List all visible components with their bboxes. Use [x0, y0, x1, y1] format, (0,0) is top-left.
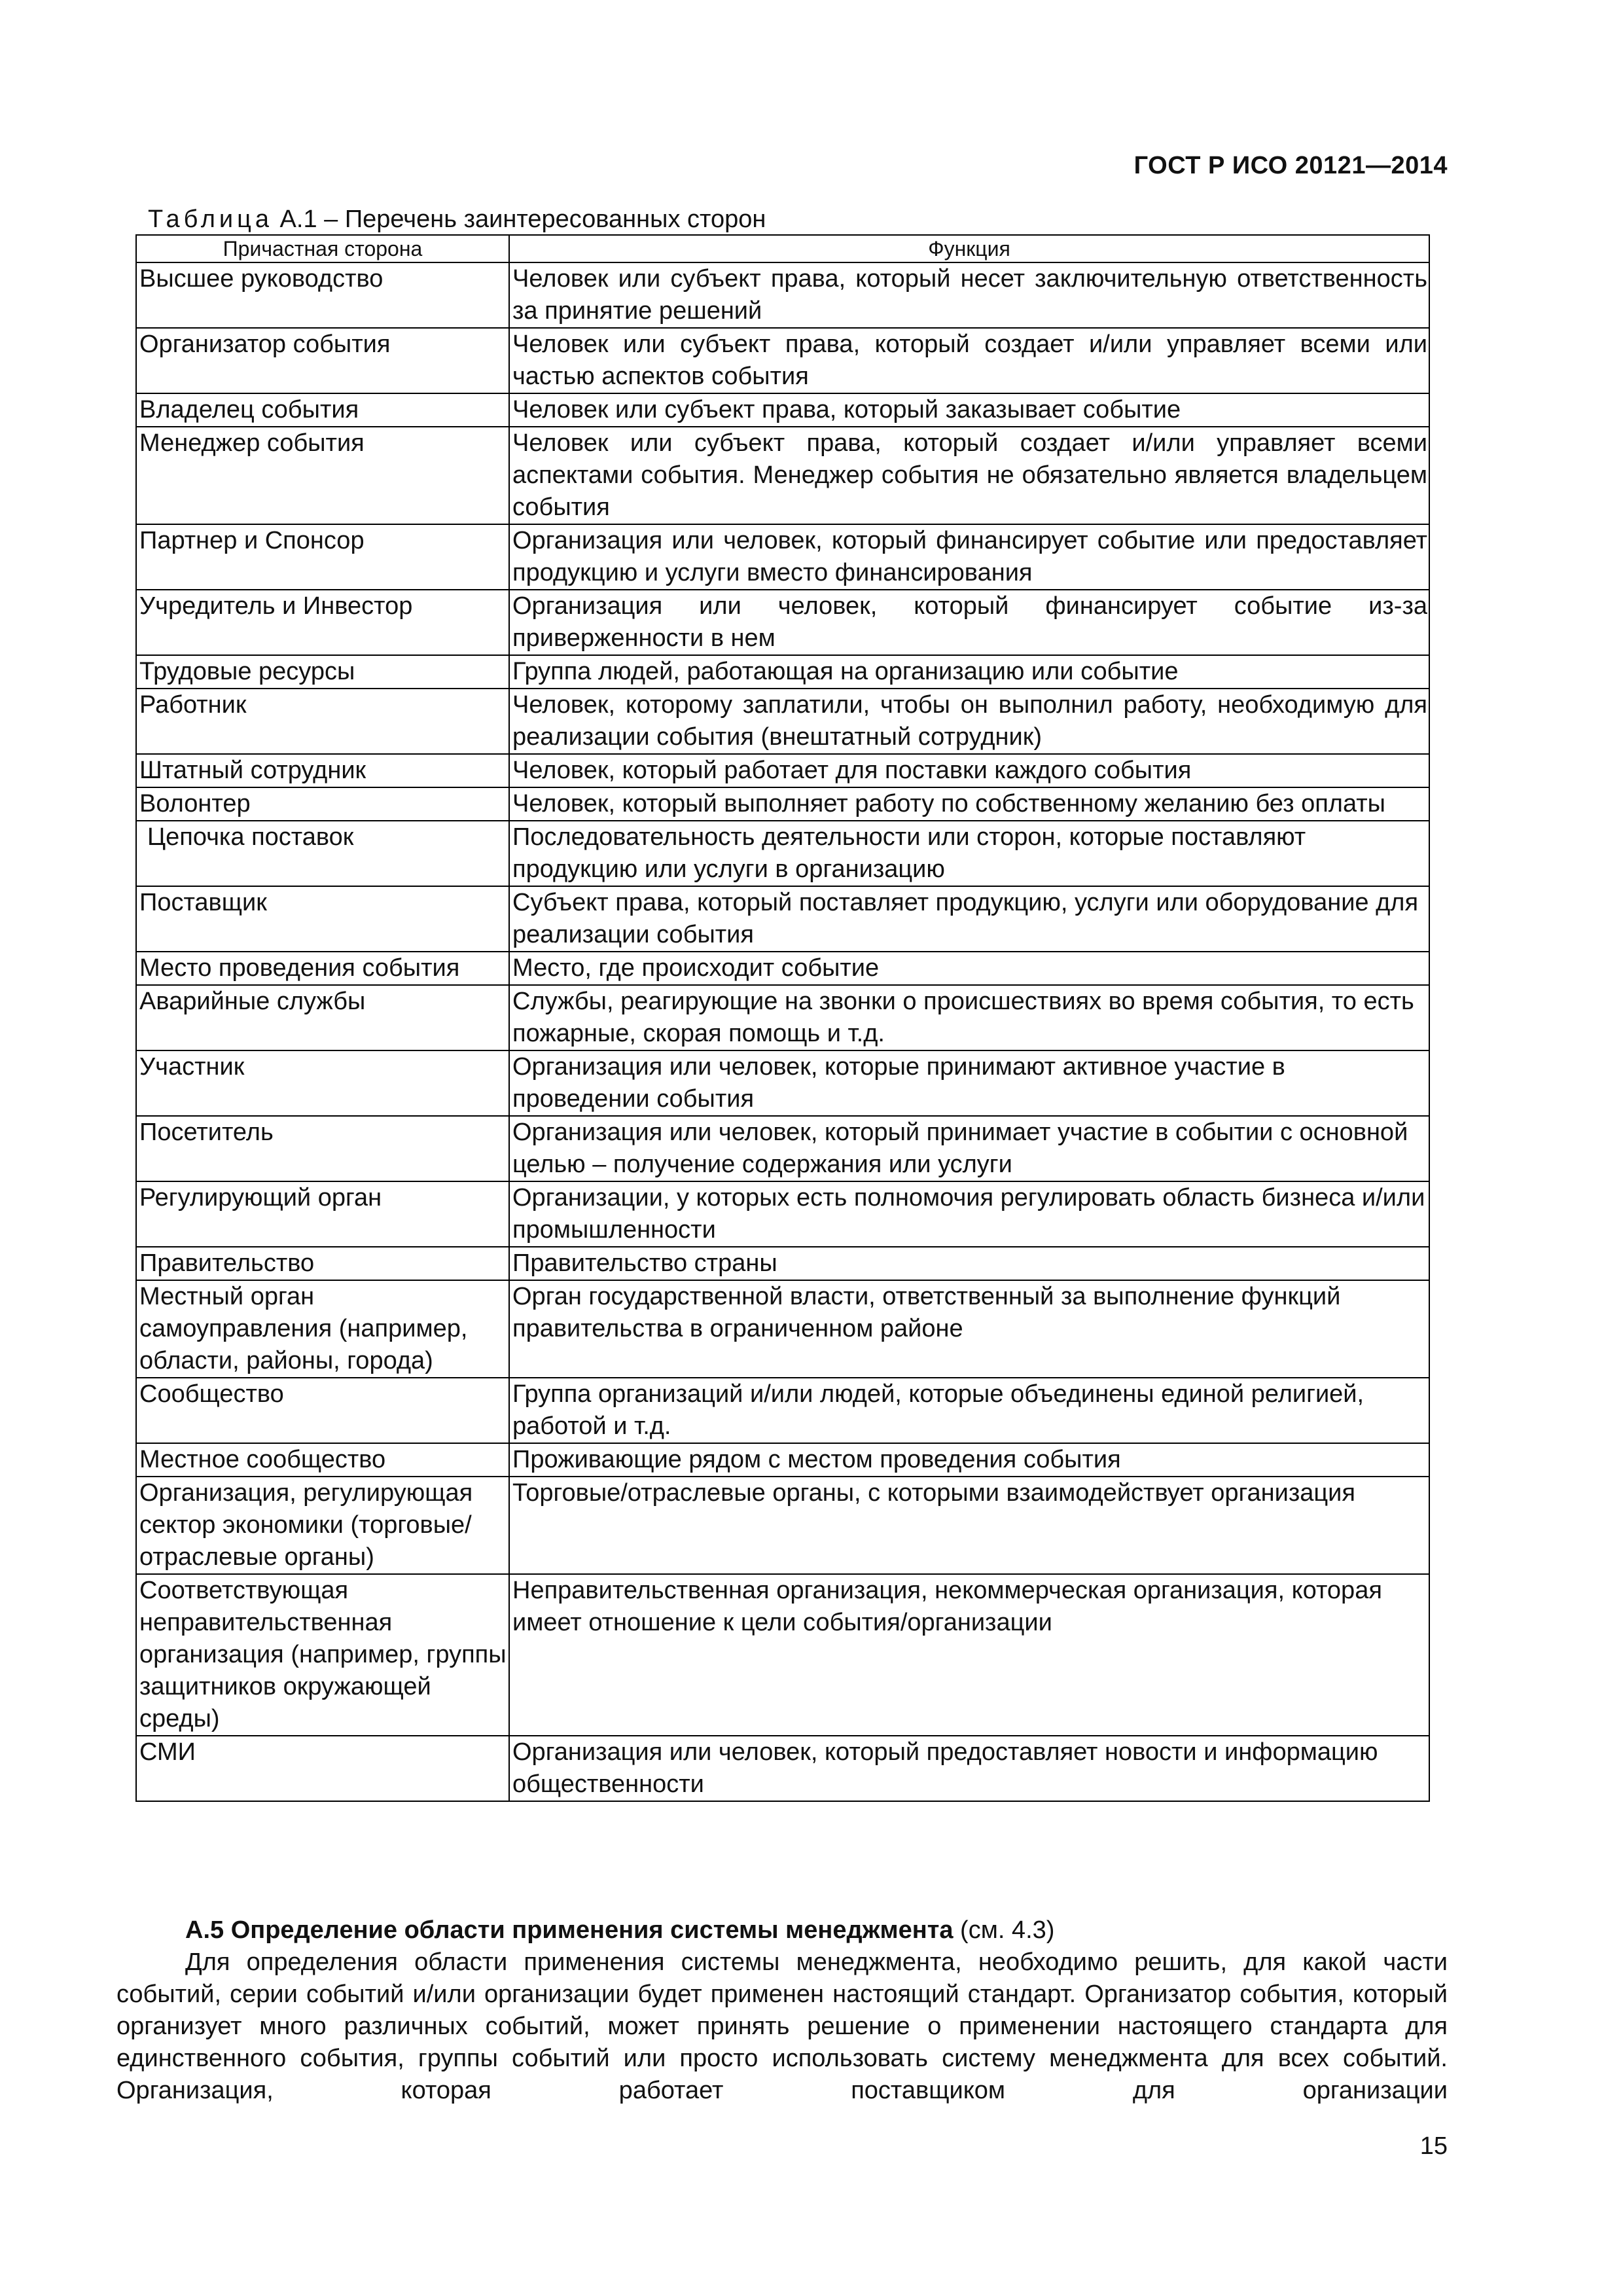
- function-cell: Человек, который работает для поставки каждого события: [509, 754, 1429, 787]
- table-row: [136, 1736, 1429, 1801]
- table-row: [136, 590, 1429, 655]
- function-cell: Место, где происходит событие: [509, 952, 1429, 985]
- table-row: [136, 1574, 1429, 1736]
- party-cell: Посетитель: [136, 1116, 509, 1181]
- party-cell: Волонтер: [136, 787, 509, 821]
- section-paragraph: Для определения области применения системы менеджмента, необходимо решить, для какой части событий, серии событий и/или организации будет применен настоящий стандарт. Организатор события, который организует много различных событий, может принять решение о применении настоящего стандарта для единственного события, группы событий или просто использовать систему менеджмента для всех событий. Организация, которая работает поставщиком для организации: [116, 1948, 1448, 2104]
- function-cell: Организации, у которых есть полномочия регулировать область бизнеса и/или промышленности: [509, 1181, 1429, 1247]
- document-header: ГОСТ Р ИСО 20121—2014: [1133, 152, 1448, 179]
- function-cell: Последовательность деятельности или сторон, которые поставляют продукцию или услуги в организацию: [509, 821, 1429, 886]
- column-header-function: Функция: [509, 235, 1429, 262]
- table-row: [136, 427, 1429, 524]
- table-row: [136, 787, 1429, 821]
- function-cell: Организация или человек, которые принимают активное участие в проведении события: [509, 1050, 1429, 1116]
- function-cell: Человек, который выполняет работу по собственному желанию без оплаты: [509, 787, 1429, 821]
- party-cell: Цепочка поставок: [136, 821, 509, 886]
- function-cell: Субъект права, который поставляет продукцию, услуги или оборудование для реализации события: [509, 886, 1429, 952]
- function-cell: Организация или человек, который принимает участие в событии с основной целью – получение содержания или услуги: [509, 1116, 1429, 1181]
- table-row: [136, 1116, 1429, 1181]
- party-cell: Место проведения события: [136, 952, 509, 985]
- party-cell: Партнер и Спонсор: [136, 524, 509, 590]
- table-caption-label: Таблица: [148, 206, 273, 233]
- function-cell: Организация или человек, который финансирует событие из-за приверженности в нем: [509, 590, 1429, 655]
- table-row: [136, 1443, 1429, 1477]
- party-cell: Соответствующая неправительственная организация (например, группы защитников окружающей среды): [136, 1574, 509, 1736]
- table-header-row: [136, 235, 1429, 262]
- party-cell: Трудовые ресурсы: [136, 655, 509, 689]
- function-cell: Правительство страны: [509, 1247, 1429, 1280]
- function-cell: Человек или субъект права, который заказывает событие: [509, 393, 1429, 427]
- section-heading: [116, 1914, 1448, 1946]
- function-cell: Организация или человек, который предоставляет новости и информацию общественности: [509, 1736, 1429, 1801]
- table-row: [136, 262, 1429, 328]
- table-row: [136, 1247, 1429, 1280]
- function-cell: Торговые/отраслевые органы, с которыми взаимодействует организация: [509, 1477, 1429, 1574]
- party-cell: Штатный сотрудник: [136, 754, 509, 787]
- function-cell: Группа людей, работающая на организацию или событие: [509, 655, 1429, 689]
- function-cell: Неправительственная организация, некоммерческая организация, которая имеет отношение к цели события/организации: [509, 1574, 1429, 1736]
- party-cell: Работник: [136, 689, 509, 754]
- party-cell: Владелец события: [136, 393, 509, 427]
- table-row: [136, 821, 1429, 886]
- party-cell: Учредитель и Инвестор: [136, 590, 509, 655]
- page-number: 15: [1419, 2132, 1448, 2160]
- function-cell: Человек или субъект права, который создает и/или управляет всеми аспектами события. Менеджер события не обязательно является владельцем события: [509, 427, 1429, 524]
- table-row: [136, 1280, 1429, 1378]
- table-row: [136, 754, 1429, 787]
- function-cell: Человек или субъект права, который создает и/или управляет всеми или частью аспектов события: [509, 328, 1429, 393]
- function-cell: Проживающие рядом с местом проведения события: [509, 1443, 1429, 1477]
- section-reference: (см. 4.3): [953, 1916, 1055, 1944]
- party-cell: СМИ: [136, 1736, 509, 1801]
- table-caption: [148, 204, 766, 235]
- party-cell: Организация, регулирующая сектор экономики (торговые/отраслевые органы): [136, 1477, 509, 1574]
- table-row: [136, 655, 1429, 689]
- table-row: [136, 328, 1429, 393]
- table-row: [136, 1050, 1429, 1116]
- function-cell: Службы, реагирующие на звонки о происшествиях во время события, то есть пожарные, скорая помощь и т.д.: [509, 985, 1429, 1050]
- table-row: [136, 393, 1429, 427]
- table-row: [136, 689, 1429, 754]
- party-cell: Аварийные службы: [136, 985, 509, 1050]
- table-row: [136, 524, 1429, 590]
- section-a5: [116, 1914, 1448, 2107]
- party-cell: Местный орган самоуправления (например, области, районы, города): [136, 1280, 509, 1378]
- function-cell: Человек или субъект права, который несет заключительную ответственность за принятие решений: [509, 262, 1429, 328]
- party-cell: Регулирующий орган: [136, 1181, 509, 1247]
- section-title: А.5 Определение области применения системы менеджмента: [185, 1916, 954, 1944]
- function-cell: Организация или человек, который финансирует событие или предоставляет продукцию и услуги вместо финансирования: [509, 524, 1429, 590]
- party-cell: Участник: [136, 1050, 509, 1116]
- table-row: [136, 886, 1429, 952]
- function-cell: Орган государственной власти, ответственный за выполнение функций правительства в ограниченном районе: [509, 1280, 1429, 1378]
- party-cell: Поставщик: [136, 886, 509, 952]
- table-row: [136, 985, 1429, 1050]
- party-cell: Местное сообщество: [136, 1443, 509, 1477]
- party-cell: Высшее руководство: [136, 262, 509, 328]
- function-cell: Человек, которому заплатили, чтобы он выполнил работу, необходимую для реализации события (внештатный сотрудник): [509, 689, 1429, 754]
- party-cell: Правительство: [136, 1247, 509, 1280]
- table-row: [136, 1477, 1429, 1574]
- party-cell: Менеджер события: [136, 427, 509, 524]
- stakeholders-table: [135, 234, 1430, 1802]
- party-cell: Сообщество: [136, 1378, 509, 1443]
- function-cell: Группа организаций и/или людей, которые объединены единой религией, работой и т.д.: [509, 1378, 1429, 1443]
- party-cell: Организатор события: [136, 328, 509, 393]
- table-caption-text: А.1 – Перечень заинтересованных сторон: [273, 206, 766, 233]
- column-header-party: Причастная сторона: [136, 235, 509, 262]
- table-row: [136, 952, 1429, 985]
- table-row: [136, 1181, 1429, 1247]
- table-row: [136, 1378, 1429, 1443]
